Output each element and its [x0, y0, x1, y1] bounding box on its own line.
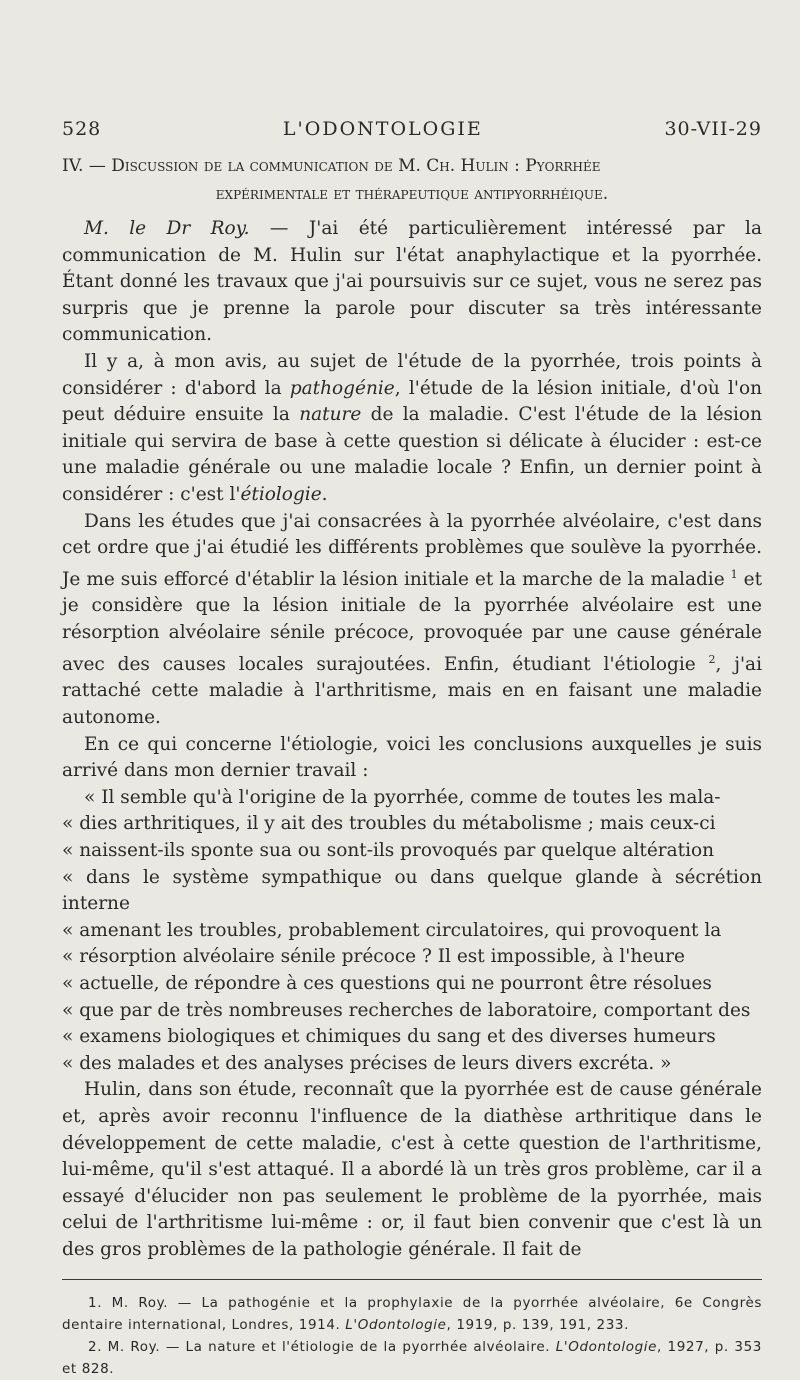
- term-etiologie: étiologie: [240, 483, 322, 505]
- footnote-ref-1: 1: [730, 567, 738, 581]
- quote-line: « que par de très nombreuses recherches de laboratoire, comportant des: [62, 999, 751, 1021]
- paragraph-3-text-c: , j'ai rattaché cette maladie à l'arthritisme, mais en en faisant une maladie autonome.: [62, 653, 763, 728]
- speaker-name: M. le Dr Roy.: [84, 218, 250, 239]
- footnote-2-text-a: 2. M. Roy. — La nature et l'étiologie de la pyorrhée alvéolaire.: [88, 1339, 556, 1356]
- body-text: [62, 216, 762, 785]
- paragraph-3-text-b: et je considère que la lésion initiale de la pyorrhée alvéolaire est une résorption alvéolaire sénile précoce, provoquée par une cause générale avec des causes locales surajoutées. Enfin, étudiant l'étiologie: [62, 568, 763, 675]
- section-heading: [62, 152, 762, 208]
- running-header: [62, 118, 762, 140]
- paragraph-1-text: — J'ai été particulièrement intéressé par la communication de M. Hulin sur l'état anaphylactique et la pyorrhée. Étant donné les travaux que j'ai poursuivis sur ce sujet, vous ne serez pas surpris que je prenne la parole pour discuter sa très intéressante communication.: [62, 218, 762, 346]
- footnote-2: [62, 1336, 762, 1380]
- paragraph-2-text-b: , l'étude de la lésion initiale, d'où l'on peut déduire ensuite la: [62, 377, 762, 426]
- footnote-1-text-b: , 1919, p. 139, 191, 233.: [446, 1317, 629, 1334]
- paragraph-4: En ce qui concerne l'étiologie, voici les conclusions auxquelles je suis arrivé dans mon dernier travail :: [62, 733, 762, 782]
- paragraph-3: [62, 509, 762, 732]
- quote-line: « actuelle, de répondre à ces questions qui ne pourront être résolues: [62, 972, 712, 994]
- quote-line: « des malades et des analyses précises de leurs divers excréta. »: [62, 1052, 672, 1074]
- paragraph-2-text-a: Il y a, à mon avis, au sujet de l'étude de la pyorrhée, trois points à considérer : d'abord la: [62, 350, 762, 399]
- quote-line: « résorption alvéolaire sénile précoce ? Il est impossible, à l'heure: [62, 946, 685, 968]
- term-nature: nature: [299, 404, 362, 426]
- block-quote: [62, 785, 762, 1078]
- footnote-1: [62, 1292, 762, 1336]
- paragraph-2: [62, 349, 762, 509]
- footnote-1-text-a: 1. M. Roy. — La pathogénie et la prophylaxie de la pyorrhée alvéolaire, 6e Congrès dentaire international, Londres, 1914.: [62, 1295, 762, 1334]
- footnote-divider: [62, 1279, 762, 1280]
- issue-date: 30-VII-29: [664, 118, 762, 140]
- quote-line: « Il semble qu'à l'origine de la pyorrhée, comme de toutes les mala-: [84, 786, 721, 808]
- paragraph-2-text-d: .: [321, 483, 328, 505]
- footnote-2-text-b: , 1927, p. 353 et 828.: [62, 1339, 762, 1378]
- footnote-1-journal: L'Odontologie: [345, 1317, 447, 1334]
- journal-title: L'ODONTOLOGIE: [282, 118, 483, 140]
- term-pathogenie: pathogénie: [289, 377, 395, 399]
- paragraph-2-text-c: de la maladie. C'est l'étude de la lésion initiale qui servira de base à cette question si délicate à élucider : est-ce une maladie générale ou une maladie locale ? Enfin, un dernier point à considérer : c'est l': [62, 404, 762, 505]
- paragraph-1: [62, 216, 762, 349]
- paragraph-3-text-a: Dans les études que j'ai consacrées à la pyorrhée alvéolaire, c'est dans cet ordre que j'ai étudié les différents problèmes que soulève la pyorrhée. Je me suis efforcé d'établir la lésion initiale et la marche de la maladie: [62, 510, 762, 590]
- quote-line: « dies arthritiques, il y ait des troubles du métabolisme ; mais ceux-ci: [62, 813, 716, 835]
- quote-line: « examens biologiques et chimiques du sang et des diverses humeurs: [62, 1026, 716, 1048]
- footnote-ref-2: 2: [708, 652, 716, 666]
- quote-line: « naissent-ils sponte sua ou sont-ils provoqués par quelque altération: [62, 839, 715, 861]
- footnote-2-journal: L'Odontologie: [555, 1339, 658, 1356]
- quote-line: « dans le système sympathique ou dans quelque glande à sécrétion interne: [62, 866, 762, 915]
- footnotes: [62, 1292, 762, 1380]
- page-number: 528: [62, 118, 102, 140]
- section-heading-line-2: expérimentale et thérapeutique antipyorrhéique.: [215, 184, 609, 204]
- body-text-continued: [62, 1077, 762, 1263]
- closing-paragraph: Hulin, dans son étude, reconnaît que la pyorrhée est de cause générale et, après avoir reconnu l'influence de la diathèse arthritique dans le développement de cette maladie, c'est à cette question de l'arthritisme, lui-même, qu'il s'est attaqué. Il a abordé là un très gros problème, car il a essayé d'élucider non pas seulement le problème de la pyorrhée, mais celui de l'arthritisme lui-même : or, il faut bien convenir que c'est là un des gros problèmes de la pathologie générale. Il fait de: [62, 1079, 762, 1260]
- section-heading-line-1: IV. — Discussion de la communication de M. Ch. Hulin : Pyorrhée: [62, 156, 601, 176]
- quote-line: « amenant les troubles, probablement circulatoires, qui provoquent la: [62, 919, 722, 941]
